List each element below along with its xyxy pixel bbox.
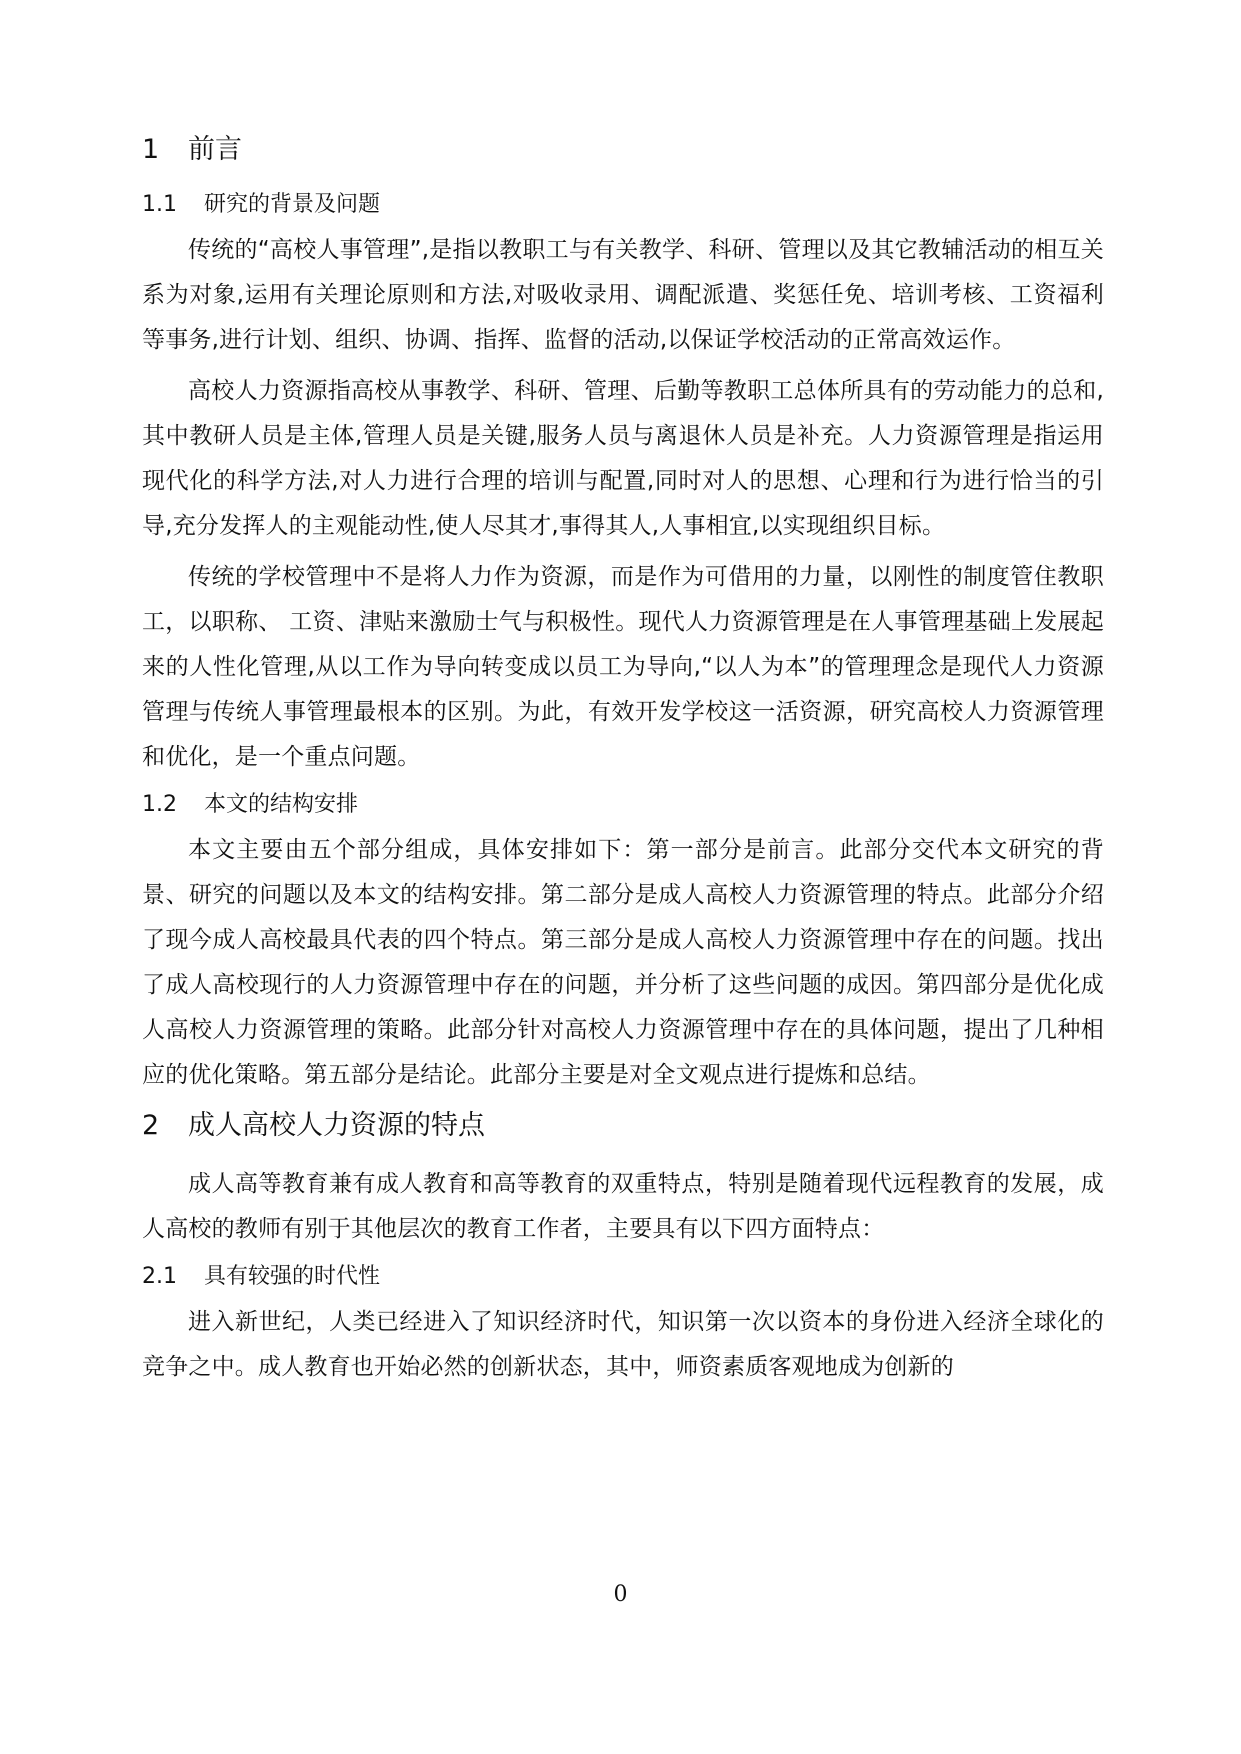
- subsection-title: 具有较强的时代性: [204, 1264, 381, 1289]
- section-heading-1: [142, 128, 1104, 172]
- section-heading-2: [142, 1104, 1104, 1148]
- section-number: 2: [142, 1110, 160, 1141]
- paragraph: 成人高等教育兼有成人教育和高等教育的双重特点，特别是随着现代远程教育的发展，成人高校的教师有别于其他层次的教育工作者，主要具有以下四方面特点：: [142, 1171, 1104, 1242]
- paragraph: 传统的学校管理中不是将人力作为资源，而是作为可借用的力量，以刚性的制度管住教职工，以职称、 工资、津贴来激励士气与积极性。现代人力资源管理是在人事管理基础上发展起来的人性化管理,从以工作为导向转变成以员工为导向,“以人为本”的管理理念是现代人力资源管理与传统人事管理最根本的区别。为此，有效开发学校这一活资源，研究高校人力资源管理和优化，是一个重点问题。: [142, 564, 1104, 770]
- section-title: 前言: [188, 134, 242, 165]
- section-number: 1: [142, 134, 160, 165]
- subsection-title: 研究的背景及问题: [204, 192, 381, 217]
- subsection-number: 1.2: [142, 792, 177, 817]
- page-number: 0: [613, 1582, 628, 1607]
- subsection-number: 2.1: [142, 1264, 177, 1289]
- subsection-heading-1-1: [142, 186, 1104, 224]
- paragraph: 高校人力资源指高校从事教学、科研、管理、后勤等教职工总体所具有的劳动能力的总和,其中教研人员是主体,管理人员是关键,服务人员与离退休人员是补充。人力资源管理是指运用现代化的科学方法,对人力进行合理的培训与配置,同时对人的思想、心理和行为进行恰当的引导,充分发挥人的主观能动性,使人尽其才,事得其人,人事相宜,以实现组织目标。: [142, 378, 1104, 539]
- paragraph: 传统的“高校人事管理”,是指以教职工与有关教学、科研、管理以及其它教辅活动的相互关系为对象,运用有关理论原则和方法,对吸收录用、调配派遣、奖惩任免、培训考核、工资福利等事务,进行计划、组织、协调、指挥、监督的活动,以保证学校活动的正常高效运作。: [142, 237, 1104, 353]
- subsection-title: 本文的结构安排: [204, 792, 359, 817]
- paragraph: 本文主要由五个部分组成，具体安排如下：第一部分是前言。此部分交代本文研究的背景、研究的问题以及本文的结构安排。第二部分是成人高校人力资源管理的特点。此部分介绍了现今成人高校最具代表的四个特点。第三部分是成人高校人力资源管理中存在的问题。找出了成人高校现行的人力资源管理中存在的问题，并分析了这些问题的成因。第四部分是优化成人高校人力资源管理的策略。此部分针对高校人力资源管理中存在的具体问题，提出了几种相应的优化策略。第五部分是结论。此部分主要是对全文观点进行提炼和总结。: [142, 837, 1104, 1088]
- subsection-heading-1-2: [142, 786, 1104, 824]
- subsection-heading-2-1: [142, 1258, 1104, 1296]
- paragraph: 进入新世纪，人类已经进入了知识经济时代，知识第一次以资本的身份进入经济全球化的竞争之中。成人教育也开始必然的创新状态，其中，师资素质客观地成为创新的: [142, 1309, 1104, 1380]
- document-page: [142, 128, 1104, 1396]
- section-title: 成人高校人力资源的特点: [188, 1110, 485, 1141]
- subsection-number: 1.1: [142, 192, 177, 217]
